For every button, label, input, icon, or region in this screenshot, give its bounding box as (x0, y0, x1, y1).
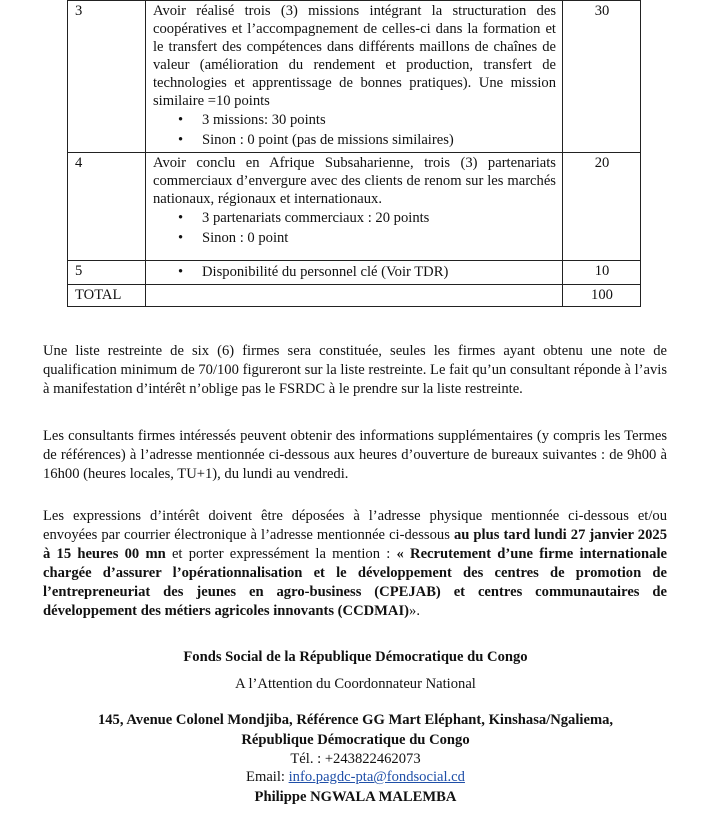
submission-text-end: ». (409, 603, 420, 619)
bullet-item: • Sinon : 0 point (pas de missions similaires) (178, 130, 556, 150)
bullet-item: • 3 missions: 30 points (178, 110, 556, 130)
contact-person: Philippe NGWALA MALEMBA (254, 789, 457, 805)
criterion-text: Avoir conclu en Afrique Subsaharienne, trois (3) partenariats commerciaux d’envergure avec des clients de renom sur les marchés nationaux, régionaux et internationaux. (153, 155, 556, 207)
submission-text: Les expressions d’intérêt doivent être déposées à l’adresse physique mentionnée ci-dessous et/ou envoyées par courrier électronique à l’adresse mentionnée ci-dessous (43, 508, 667, 543)
row-description (146, 261, 563, 285)
row-description (146, 153, 563, 261)
deadline-text: au plus tard lundi 27 janvier 2025 à 15 heures 00 mn (43, 527, 667, 562)
table-total-row (68, 285, 641, 307)
row-description (146, 1, 563, 153)
country: République Démocratique du Congo (241, 732, 470, 748)
attention-line: A l’Attention du Coordonnateur National (235, 676, 476, 692)
table-row (68, 1, 641, 153)
row-number: 3 (68, 1, 146, 153)
row-points: 30 (563, 1, 641, 153)
org-name: Fonds Social de la République Démocratique du Congo (183, 649, 528, 665)
information-paragraph: Les consultants firmes intéressés peuvent obtenir des informations supplémentaires (y compris les Termes de références) à l’adresse mentionnée ci-dessous aux heures d’ouverture de bureaux suivantes : de 9h00 à 16h00 (heures locales, TU+1), du lundi au vendredi. (43, 428, 667, 482)
email-link[interactable]: info.pagdc-pta@fondsocial.cd (288, 769, 465, 785)
criteria-table (67, 0, 641, 307)
bullet-list (153, 262, 556, 282)
row-points: 20 (563, 153, 641, 261)
submission-text-middle: et porter expressément la mention : (165, 546, 397, 562)
row-points: 10 (563, 261, 641, 285)
email-line (0, 768, 711, 787)
contact-line (0, 788, 711, 807)
street-line (0, 711, 711, 730)
total-label: TOTAL (68, 285, 146, 307)
bullet-item: • Sinon : 0 point (178, 228, 556, 248)
table-row (68, 261, 641, 285)
row-number: 4 (68, 153, 146, 261)
total-points: 100 (563, 285, 641, 307)
bullet-list (153, 208, 556, 248)
bullet-list (153, 110, 556, 150)
country-line (0, 731, 711, 750)
mention-text: « Recrutement d’une firme internationale chargée d’assurer l’opérationnalisation et le développement des centres de promotion de l’entrepreneuriat des jeunes en agro-business (CPEJAB) et centres communautaires de développement des métiers agricoles innovants (CCDMAI) (43, 546, 668, 619)
criterion-text: Avoir réalisé trois (3) missions intégrant la structuration des coopératives et l’accompagnement de celles-ci dans la formation et le transfert des compétences dans différents maillons de chaînes de valeur (amélioration du rendement et production, transfert de technologies et apprentissage de bonnes pratiques). Une mission similaire =10 points (153, 3, 556, 109)
email-label: Email: (246, 769, 289, 785)
phone-line: Tél. : +243822462073 (290, 751, 421, 767)
shortlist-paragraph: Une liste restreinte de six (6) firmes sera constituée, seules les firmes ayant obtenu une note de qualification minimum de 70/100 figureront sur la liste restreinte. Le fait qu’un consultant réponde à l’avis à manifestation d’intérêt n’oblige pas le FSRDC à le prendre sur la liste restreinte. (43, 343, 667, 397)
street-address: 145, Avenue Colonel Mondjiba, Référence GG Mart Eléphant, Kinshasa/Ngaliema, (97, 712, 614, 728)
submission-paragraph (43, 507, 667, 621)
bullet-item: • 3 partenariats commerciaux : 20 points (178, 208, 556, 228)
org-name-line (0, 648, 711, 667)
row-number: 5 (68, 261, 146, 285)
bullet-item: • Disponibilité du personnel clé (Voir TDR) (178, 262, 556, 282)
total-empty-cell (146, 285, 563, 307)
table-row (68, 153, 641, 261)
